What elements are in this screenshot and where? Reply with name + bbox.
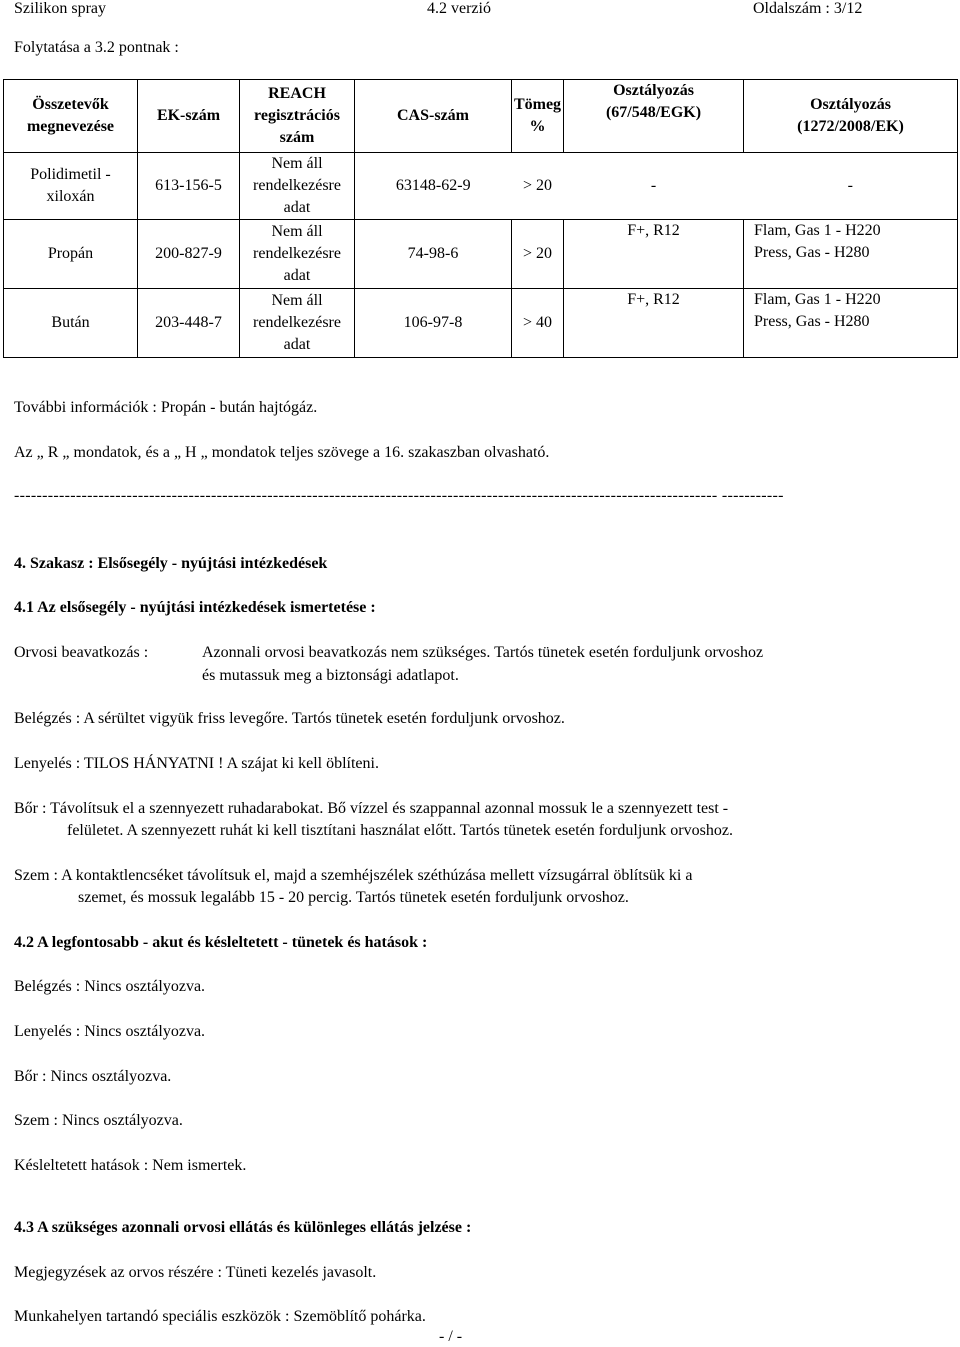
s43-doctor-notes: Megjegyzések az orvos részére : Tüneti kezelés javasolt.	[14, 1264, 377, 1281]
s42-delayed-effects: Késleltetett hatások : Nem ismertek.	[14, 1157, 247, 1174]
cell-mass: > 20	[512, 220, 564, 289]
section-4-1-title: 4.1 Az elsősegély - nyújtási intézkedések ismertetése :	[14, 599, 376, 616]
cell-ek: 613-156-5	[138, 153, 240, 220]
section-4-title: 4. Szakasz : Elsősegély - nyújtási intézkedések	[14, 555, 328, 572]
inhalation-first-aid: Belégzés : A sérültet vigyük friss levegőre. Tartós tünetek esetén forduljunk orvoshoz.	[14, 710, 565, 727]
cell-class-67-548: -	[564, 153, 744, 220]
header-name: Összetevők megnevezése	[4, 80, 138, 153]
table-row	[4, 220, 958, 289]
s42-ingestion: Lenyelés : Nincs osztályozva.	[14, 1023, 206, 1040]
header-mass: Tömeg %	[512, 80, 564, 153]
header-class-67-548: Osztályozás (67/548/EGK)	[564, 80, 744, 153]
further-info: További információk : Propán - bután hajtógáz.	[14, 399, 318, 416]
s42-inhalation: Belégzés : Nincs osztályozva.	[14, 978, 206, 995]
cell-class-67-548: F+, R12	[564, 220, 744, 289]
header-reach: REACH regisztrációs szám	[240, 80, 355, 153]
header-page-number: Oldalszám : 3/12	[753, 0, 863, 17]
medical-text-line1: Azonnali orvosi beavatkozás nem szükséges. Tartós tünetek esetén forduljunk orvoshoz	[202, 644, 764, 661]
header-cas: CAS-szám	[355, 80, 512, 153]
cell-name: Bután	[4, 289, 138, 358]
section-4-2-title: 4.2 A legfontosabb - akut és késleltetett - tünetek és hatások :	[14, 934, 428, 951]
cell-reach: Nem áll rendelkezésre adat	[240, 289, 355, 358]
separator-line: ----------------------------------------------------------------------------------------------------------------------------- -----------	[14, 487, 784, 504]
cell-cas: 74-98-6	[355, 220, 512, 289]
cell-reach: Nem áll rendelkezésre adat	[240, 153, 355, 220]
cell-class-1272-2008: Flam, Gas 1 - H220 Press, Gas - H280	[744, 289, 958, 358]
header-version: 4.2 verzió	[427, 0, 491, 17]
eye-first-aid-line2: szemet, és mossuk legalább 15 - 20 percig. Tartós tünetek esetén forduljunk orvoshoz.	[78, 889, 629, 906]
page-footer-marker: - / -	[439, 1328, 463, 1345]
table-row	[4, 289, 958, 358]
table-row	[4, 153, 958, 220]
eye-first-aid-line1: Szem : A kontaktlencséket távolítsuk el, majd a szemhéjszélek széthúzása mellett vízsugárral öblítsük ki a	[14, 867, 693, 884]
cell-class-1272-2008: -	[744, 153, 958, 220]
cell-reach: Nem áll rendelkezésre adat	[240, 220, 355, 289]
header-class-1272-2008: Osztályozás (1272/2008/EK)	[744, 80, 958, 153]
cell-mass: > 20	[512, 153, 564, 220]
skin-first-aid-line1: Bőr : Távolítsuk el a szennyezett ruhadarabokat. Bő vízzel és szappannal azonnal mossuk le a szennyezett test -	[14, 800, 729, 817]
phrases-note: Az „ R „ mondatok, és a „ H „ mondatok teljes szövege a 16. szakaszban olvasható.	[14, 444, 550, 461]
cell-class-1272-2008: Flam, Gas 1 - H220 Press, Gas - H280	[744, 220, 958, 289]
header-product-name: Szilikon spray	[14, 0, 106, 17]
s42-skin: Bőr : Nincs osztályozva.	[14, 1068, 172, 1085]
skin-first-aid-line2: felületet. A szennyezett ruhát ki kell tisztítani használat előtt. Tartós tünetek esetén forduljunk orvoshoz.	[67, 822, 733, 839]
medical-label: Orvosi beavatkozás :	[14, 644, 149, 661]
table-header-row	[4, 80, 958, 153]
cell-cas: 106-97-8	[355, 289, 512, 358]
cell-cas: 63148-62-9	[355, 153, 512, 220]
cell-ek: 200-827-9	[138, 220, 240, 289]
header-ek: EK-szám	[138, 80, 240, 153]
cell-mass: > 40	[512, 289, 564, 358]
s43-workplace-tools: Munkahelyen tartandó speciális eszközök : Szemöblítő pohárka.	[14, 1308, 426, 1325]
cell-name: Propán	[4, 220, 138, 289]
composition-table	[3, 79, 958, 358]
cell-class-67-548: F+, R12	[564, 289, 744, 358]
cell-name: Polidimetil - xiloxán	[4, 153, 138, 220]
ingestion-first-aid: Lenyelés : TILOS HÁNYATNI ! A szájat ki kell öblíteni.	[14, 755, 379, 772]
section-4-3-title: 4.3 A szükséges azonnali orvosi ellátás és különleges ellátás jelzése :	[14, 1219, 472, 1236]
s42-eye: Szem : Nincs osztályozva.	[14, 1112, 183, 1129]
continuation-note: Folytatása a 3.2 pontnak :	[14, 39, 179, 56]
cell-ek: 203-448-7	[138, 289, 240, 358]
medical-text-line2: és mutassuk meg a biztonsági adatlapot.	[202, 667, 459, 684]
